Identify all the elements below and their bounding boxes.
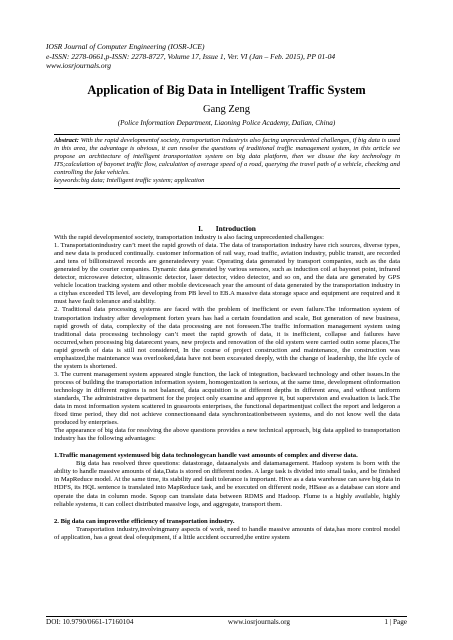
paper-body (54, 225, 400, 542)
subsection-text-1: Big data has resolved three questions: datastorage, dataanalysis and datamanagement. Hadoop system is born with the ability to handle massive amounts of data,Data is stored on different nodes. A large task is divided into small tasks, and be finished in MapReduce model. At the same time, its stability and fault tolerance is important. Hive as a data warehouse can save big data in HDFS, its HQL sentence is translated into MapReduce task, and be executed on different node, HBase as a database can store and operate the data in column mode. Sqoop can translate data between RDMS and Hadoop. Flume is a highly available, highly reliable systems, it can collect distributed massive logs, and aggregate, transport them. (54, 460, 400, 508)
abstract-block (54, 134, 400, 189)
intro-paragraph-2: 2. Traditional data processing systems are faced with the problem of inefficient or even failure.The information system of transportation industry after development forten years has had a certain foundation and scale, But generation of new business, rapid growth of data, complexity of the data processing are not foreseen.The traffic information management system using traditional data processing technology can’t meet the rapid growth of data, it is inefficient, collapse and failures have occurred,when processing big datarecent years, new projects and renovation of the old system were carried outin some places,The rapid growth of data is still not considered, In the course of project construction and maintenance, the construction was emphasized,the maintenance was overlooked,data have not been excavated deeply, with the change of leadership, the life cycle of the system is shortened. (54, 306, 400, 370)
footer-page-number: 1 | Page (384, 618, 407, 626)
page-footer (46, 616, 407, 626)
author-name: Gang Zeng (203, 104, 250, 115)
keywords: keywords:big data; Intelligent traffic system; application (54, 177, 205, 185)
paper-title: Application of Big Data in Intelligent Traffic System (87, 83, 366, 97)
intro-paragraph-1: 1. Transportationindustry can’t meet the rapid growth of data. The data of transportation industry have rich sources, diverse types, and new data is produced continually. customer information of rail way, road traffic, aviation industry, public transit, are recorded .and tens of billionstravel records are generatedevery year. Operating data generated by transport companies, such as the data generated by the courier companies. Dynamic data generated by various sensors, such as induction coil at bayonet point, infrared detector, microwave detector, ultrasonic detector, laser detector, video detector, and so on, and the data are generated by GPS vehicle location tracking system and other mobile deviceseach year the amount of data generated by the transportation industry in a cityhas exceeded TB level, are developing from PB level to EB.A massive data storage space and equipment are required and it must have fault tolerance and stability. (54, 242, 400, 306)
subsection-text-2: Transportation industry,involvingmany aspects of work, need to handle massive amounts of data,has more control model of application, has a great deal ofequipment, if a little accident occurred,the entire system (54, 525, 400, 541)
journal-issn: e-ISSN: 2278-0661,p-ISSN: 2278-8727, Volume 17, Issue 1, Ver. VI (Jan – Feb. 2015), PP 01-04 (46, 51, 336, 61)
intro-paragraph-0: With the rapid developmentof society, transportation industry is also facing unprecedented challenges: (54, 234, 324, 242)
journal-header (46, 42, 406, 71)
author-affiliation: (Police Information Department, Liaoning Police Academy, Dalian, China) (117, 119, 336, 127)
section-number: I. (198, 224, 203, 233)
intro-paragraph-4: The appearance of big data for resolving the above questions provides a new technical approach, big data applied to transportation industry has the following advantages: (54, 427, 400, 443)
journal-site[interactable]: www.iosrjournals.org (46, 61, 112, 70)
subsection-heading-2: 2. Big data can improvethe efficiency of transportation industry. (54, 517, 235, 525)
abstract-label: Abstract: (54, 137, 79, 144)
section-heading-introduction (54, 225, 400, 233)
abstract-text: With the rapid developmentof society, transportation industryis also facing unprecedented challenges, if big data is used in this area, the advantage is obvious, it can resolve the questions of traditional traffic management system, in this article we propose an architecture of intelligent transportation system on big data platform, then we disuse the key technology in ITS;calculation of bayonet traffic flow, calculation of average speed of a road, querying the travel path of a vehicle, checking and controlling the fake vehicles. (54, 137, 400, 177)
journal-name: IOSR Journal of Computer Engineering (IOSR-JCE) (46, 42, 205, 51)
footer-doi: DOI: 10.9790/0661-17160104 (46, 618, 134, 626)
subsection-heading-1: 1.Traffic management systemused big data technologycan handle vast amounts of complex and diverse data. (54, 452, 358, 460)
section-title: Introduction (215, 224, 256, 233)
intro-paragraph-3: 3. The current management system appeared single function, the lack of integration, backward technology and other issues.In the process of building the transportation information system, homogenization is serious, at the same time, development ofinformation technology in different regions is not balanced, data acquisition is at different depths in different area, and without uniform standards, The administrative department for the project only examine and approve it, but supervision and evaluation is lack.The data in most information system scattered in grassroots enterprises, the functional departmentjust collect the report and ledgeron a fixed time period, they did not achieve connectionsand data synchronizationbetween systems, and do not know well the data produced by enterprises. (54, 370, 400, 427)
footer-site[interactable]: www.iosrjournals.org (227, 618, 290, 626)
